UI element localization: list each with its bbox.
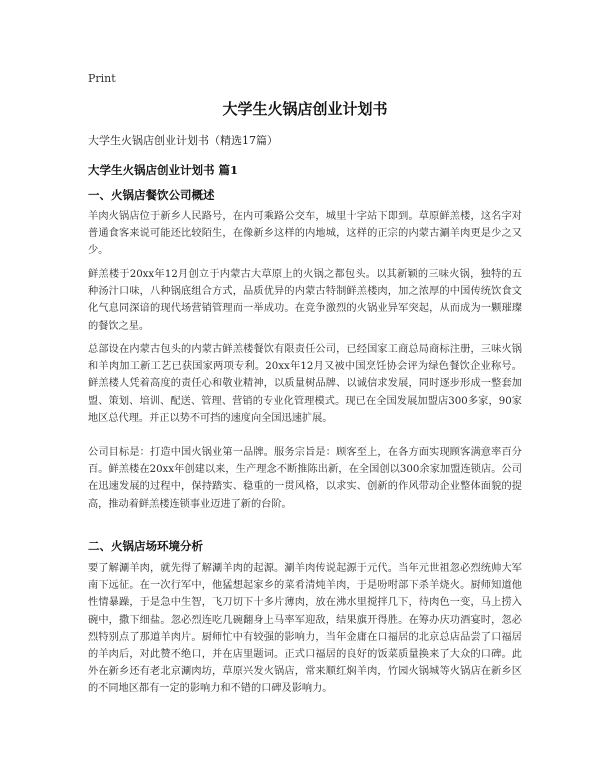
section-heading-overview: 一、火锅店餐饮公司概述 [88,188,215,202]
paragraph: 公司目标是：打造中国火锅业第一品牌。服务宗旨是：顾客至上，在各方面实现顾客满意率百分百。鲜羔楼在20xx年创建以来，生产理念不断推陈出新，在全国创以300余家加盟连锁店。公司在迅速发展的过程中，保持踏实、稳重的一贯风格，以求实、创新的作风带动企业整体面貌的提高，推动着鲜羔楼连锁事业迈进了新的台阶。 [88,447,522,510]
paragraph: 要了解涮羊肉，就先得了解涮羊肉的起源。涮羊肉传说起源于元代。当年元世祖忽必烈统帅大军南下远征。在一次行军中，他猛想起家乡的菜肴清炖羊肉，于是吩咐部下杀羊烧火。厨师知道他性情暴躁，于是急中生智，飞刀切下十多片薄肉，放在沸水里搅拌几下，待肉色一变，马上捞入碗中，撒下细盐。忽必烈连吃几碗翻身上马率军迎敌，结果旗开得胜。在筹办庆功酒宴时，忽必烈特别点了那道羊肉片。厨师忙中有较强的影响力，当年金庸在口福居的北京总店品尝了口福居的羊肉后，对此赞不绝口，并在店里题词。正式口福居的良好的饭菜质量换来了大众的口碑。此外在新乡还有老北京涮肉坊，草原兴发火锅店，常来顺红焖羊肉，竹园火锅城等火锅店在新乡区的不同地区都有一定的影响力和不错的口碑及影响力。 [88,563,522,695]
document-title: 大学生火锅店创业计划书 [222,100,388,118]
document-subtitle: 大学生火锅店创业计划书（精选17篇） [88,134,278,147]
paragraph: 鲜羔楼于20xx年12月创立于内蒙古大草原上的火锅之都包头。以其新颖的三味火锅，独特的五种汤汁口味，八种锅底组合方式，品质优异的内蒙古特制鲜羔楼肉，加之浓厚的中国传统饮食文化气息同深谙的现代场营销管理而一举成功。在竞争激烈的火锅业异军突起，从而成为一颗璀璨的餐饮之星。 [88,269,522,332]
paragraph: 羊肉火锅店位于新乡人民路号，在内可乘路公交车，城里十字站下即到。草原鲜羔楼，这名字对普通食客来说可能还比较陌生，在像新乡这样的内地城，这样的正宗的内蒙古涮羊肉更是少之又少。 [88,211,522,257]
section-heading-market: 二、火锅店场环境分析 [88,539,203,553]
paragraph: 总部设在内蒙古包头的内蒙古鲜羔楼餐饮有限责任公司，已经国家工商总局商标注册，三味火锅和羊肉加工新工艺已获国家两项专利。20xx年12月又被中国烹饪协会评为绿色餐饮企业称号。鲜羔楼人凭着高度的责任心和敬业精神，以质量树品牌、以诚信求发展，同时逐步形成一整套加盟、策划、培训、配送、管理、营销的专业化管理模式。现已在全国发展加盟店300多家，90家地区总代理。并正以势不可挡的速度向全国迅速扩展。 [88,344,522,424]
print-label: Print [88,72,116,85]
article-heading: 大学生火锅店创业计划书 篇1 [88,163,239,177]
